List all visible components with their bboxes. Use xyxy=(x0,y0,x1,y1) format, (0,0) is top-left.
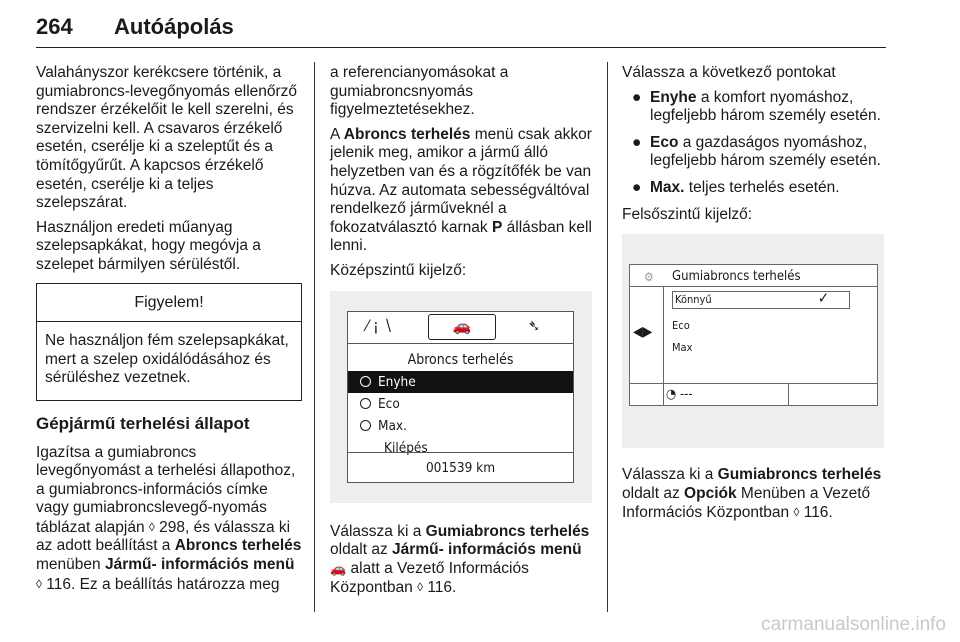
paragraph-menu-availability xyxy=(330,126,596,256)
option-label: Eco xyxy=(378,395,400,412)
paragraph-choose-options: Válassza a következő pontokat xyxy=(622,64,836,81)
display-status-bar xyxy=(630,383,877,405)
page-ref-arrow-icon: ◊ xyxy=(417,580,423,595)
text: menüben xyxy=(36,556,101,574)
menu-name: Jármű- információs menü xyxy=(104,556,295,574)
page-reference: 116. xyxy=(803,504,833,522)
text: állásban kell lenni. xyxy=(330,218,592,255)
description: a komfort nyomáshoz, legfeljebb három személy esetén. xyxy=(650,88,881,125)
section-heading-load: Gépjármű terhelési állapot xyxy=(36,413,250,433)
page-ref-arrow-icon: ◊ xyxy=(148,519,155,534)
option-label: Könnyű xyxy=(675,293,712,307)
radio-icon xyxy=(360,420,371,431)
option-konnyu[interactable] xyxy=(672,291,850,309)
text: oldalt az xyxy=(622,484,680,502)
status-value: --- xyxy=(679,387,693,403)
page-title: Autóápolás xyxy=(114,14,234,39)
figure-mid-level-display xyxy=(330,291,592,503)
road-icon: ⁄ ¡ ∖ xyxy=(366,315,393,335)
paragraph-sensor-service: Valahányszor kerékcsere történik, a gumiabroncs-levegőnyomás ellenőrző rendszer érzékelőit le kell szerelni, és szervizelni kell. A csavaros érzékelő esetén, cserélje ki a szeleptűt és a tömítőgyűrűt. A kapcsos érzékelő esetén, cserélje ki a teljes szelepszárat. xyxy=(36,64,298,212)
notice-body: Ne használjon fém szelepsapkákat, mert a szelep oxidálódásához és sérüléshez vezetnek. xyxy=(45,332,289,387)
navigation-column xyxy=(630,287,664,383)
option-label: Max. xyxy=(378,417,407,434)
caption-mid-level-display: Középszintű kijelző: xyxy=(330,261,467,279)
paragraph-select-tire-load xyxy=(330,523,596,598)
radio-icon xyxy=(360,376,371,387)
option-eco[interactable] xyxy=(348,393,573,415)
option-max[interactable]: Max xyxy=(672,341,693,355)
status-cell xyxy=(630,384,664,405)
page-name: Gumiabroncs terhelés xyxy=(425,522,590,540)
page-reference: 116. xyxy=(427,579,457,597)
display-title: Abroncs terhelés xyxy=(407,351,514,368)
odometer: 001539 km xyxy=(348,452,573,482)
term: Max. xyxy=(650,178,685,196)
list-item xyxy=(622,134,886,171)
page-header xyxy=(36,14,886,44)
column-1 xyxy=(36,64,302,600)
notice-box xyxy=(36,283,302,401)
option-eco[interactable]: Eco xyxy=(672,319,690,333)
gauge-icon: ◔ xyxy=(666,387,677,403)
list-item xyxy=(622,179,886,198)
status-divider xyxy=(788,384,789,405)
page-ref-arrow-icon: ◊ xyxy=(793,505,800,520)
page-number: 264 xyxy=(36,14,73,39)
term: Enyhe xyxy=(650,88,697,106)
column-divider-2 xyxy=(607,62,608,612)
description: teljes terhelés esetén. xyxy=(688,178,840,196)
option-exit[interactable]: Kilépés xyxy=(384,439,428,456)
paragraph-select-tire-load-options xyxy=(622,466,886,523)
options-list xyxy=(622,89,886,198)
text: menü csak akkor jelenik meg, amikor a jármű álló helyzetben van és a rögzítőfék be van húzva. Az automata sebességváltóval rendelkező járműveknél a fokozatválasztó karnak xyxy=(330,125,592,236)
page-ref-arrow-icon: ◊ xyxy=(36,576,42,591)
text: oldalt az xyxy=(330,541,388,559)
option-max[interactable] xyxy=(348,415,573,437)
text: Menüben a Vezető Információs Központban xyxy=(622,484,871,522)
paragraph-load-setting xyxy=(36,444,302,595)
mid-level-display-screen xyxy=(347,311,574,483)
car-icon: 🚗 xyxy=(330,560,347,576)
gear-position: P xyxy=(491,218,503,236)
display-icon-bar xyxy=(348,312,573,344)
column-divider-1 xyxy=(314,62,315,612)
watermark: carmanualsonline.info xyxy=(761,614,946,635)
bullet-icon: ● xyxy=(632,178,642,196)
paragraph-valve-caps: Használjon eredeti műanyag szelepsapkákat, hogy megóvja a szelepet bármilyen sérüléstől. xyxy=(36,218,261,273)
upper-level-display-screen xyxy=(629,264,878,406)
left-right-arrows-icon[interactable]: ◀▶ xyxy=(633,324,653,341)
page-name: Gumiabroncs terhelés xyxy=(717,466,882,484)
term: Eco xyxy=(650,133,679,151)
text: Igazítsa a gumiabroncs levegőnyomást a terhelési állapothoz, a gumiabroncs-információs címke vagy gumiabroncslevegő-nyomás táblázat alapján xyxy=(36,443,296,536)
checkmark-icon: ✓ xyxy=(817,289,829,308)
page-reference: 116. Ez a beállítás határozza meg xyxy=(46,575,280,593)
notice-title: Figyelem! xyxy=(37,284,301,323)
tire-pressure-icon: ⚙ xyxy=(644,270,654,285)
fuel-trip-icon: ➴ xyxy=(528,315,541,335)
paragraph-reference-pressure: a referencianyomásokat a gumiabroncsnyomás figyelmeztetésekhez. xyxy=(330,64,509,119)
column-3 xyxy=(622,64,886,529)
column-2 xyxy=(330,64,596,604)
radio-icon xyxy=(360,398,371,409)
header-divider xyxy=(36,47,886,48)
bullet-icon: ● xyxy=(632,133,642,151)
option-label: Enyhe xyxy=(378,373,416,390)
display-title: Gumiabroncs terhelés xyxy=(672,269,801,285)
description: a gazdaságos nyomáshoz, legfeljebb három személy esetén. xyxy=(650,133,881,170)
text: Válassza ki a xyxy=(622,466,714,484)
display-title-bar xyxy=(630,265,877,287)
option-enyhe[interactable] xyxy=(348,371,573,393)
list-item xyxy=(622,89,886,126)
text: A xyxy=(330,125,340,143)
menu-name: Abroncs terhelés xyxy=(343,125,471,143)
car-icon: 🚗 xyxy=(428,314,496,340)
text: alatt a Vezető Információs Központban xyxy=(330,559,529,597)
page-reference: 298, és válassza ki az adott beállítást a xyxy=(36,518,291,555)
caption-upper-level-display: Felsőszintű kijelző: xyxy=(622,205,753,223)
menu-name: Opciók xyxy=(684,484,737,502)
figure-upper-level-display xyxy=(622,234,884,448)
status-readout xyxy=(666,386,693,405)
menu-name: Abroncs terhelés xyxy=(174,537,302,555)
menu-name: Jármű- információs menü xyxy=(392,541,582,559)
bullet-icon: ● xyxy=(632,88,642,106)
text: Válassza ki a xyxy=(330,522,422,540)
